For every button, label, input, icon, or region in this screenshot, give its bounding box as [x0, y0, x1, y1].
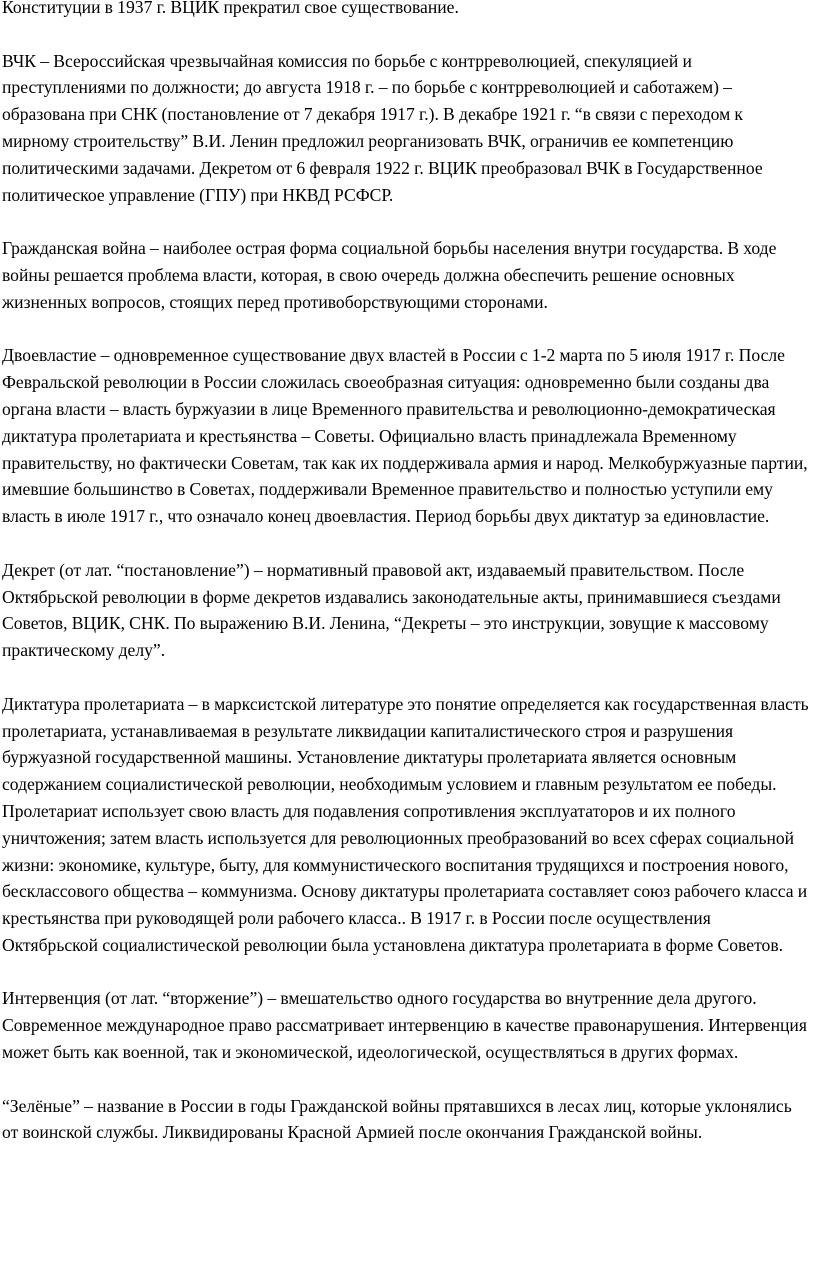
paragraph-civil-war: Гражданская война – наиболее острая форма социальной борьбы населения внутри государства. В ходе войны решается проблема власти, которая, в свою очередь должна обеспечить решение основных жизненных вопросов, стоящих перед противоборствующими сторонами.: [2, 238, 777, 312]
paragraph-proletariat-dictatorship: Диктатура пролетариата – в марксистской литературе это понятие определяется как государственная власть пролетариата, устанавливаемая в результате ликвидации капиталистического строя и разрушения буржуазной государственной машины. Установление диктатуры пролетариата является основным содержанием социалистической революции, необходимым условием и главным результатом ее победы. Пролетариат использует свою власть для подавления сопротивления эксплуататоров и их полного уничтожения; затем власть используется для революционных преобразований во всех сферах социальной жизни: экономике, культуре, быту, для коммунистического воспитания трудящихся и построения нового, бесклассового общества – коммунизма. Основу диктатуры пролетариата составляет союз рабочего класса и крестьянства при руководящей роли рабочего класса.. В 1917 г. в России после осуществления Октябрьской социалистической революции была установлена диктатура пролетариата в форме Советов.: [2, 693, 809, 955]
paragraph-vchk: ВЧК – Всероссийская чрезвычайная комиссия по борьбе с контрреволюцией, спекуляцией и преступлениями по должности; до августа 1918 г. – по борьбе с контрреволюцией и саботажем) – образована при СНК (постановление от 7 декабря 1917 г.). В декабре 1921 г. “в связи с переходом к мирному строительству” В.И. Ленин предложил реорганизовать ВЧК, ограничив ее компетенцию политическими задачами. Декретом от 6 февраля 1922 г. ВЦИК преобразовал ВЧК в Государственное политическое управление (ГПУ) при НКВД РСФСР.: [2, 50, 763, 205]
paragraph-intervention: Интервенция (от лат. “вторжение”) – вмешательство одного государства во внутренние дела другого. Современное международное право рассматривает интервенцию в качестве правонарушения. Интервенция может быть как военной, так и экономической, идеологической, осуществляться в других формах.: [2, 988, 807, 1063]
paragraph-dual-power: Двоевластие – одновременное существование двух властей в России с 1-2 марта по 5 июля 1917 г. После Февральской революции в России сложилась своеобразная ситуация: одновременно были созданы два органа власти – власть буржуазии в лице Временного правительства и революционно-демократическая диктатура пролетариата и крестьянства – Советы. Официально власть принадлежала Временному правительству, но фактически Советам, так как их поддерживала армия и народ. Мелкобуржуазные партии, имевшие большинство в Советах, поддерживали Временное правительство и полностью уступили ему власть в июле 1917 г., что означало конец двоевластия. Период борьбы двух диктатур за единовластие.: [2, 345, 808, 527]
paragraph-decree: Декрет (от лат. “постановление”) – нормативный правовой акт, издаваемый правительством. После Октябрьской революции в форме декретов издавались законодательные акты, принимавшиеся съездами Советов, ВЦИК, СНК. По выражению В.И. Ленина, “Декреты – это инструкции, зовущие к массовому практическому делу”.: [2, 559, 781, 661]
paragraph-greens: “Зелёные” – название в России в годы Гражданской войны прятавшихся в лесах лиц, которые уклонялись от воинской службы. Ликвидированы Красной Армией после окончания Гражданской войны.: [2, 1095, 792, 1143]
paragraph-vtsik-end: Конституции в 1937 г. ВЦИК прекратил свое существование.: [2, 0, 459, 17]
